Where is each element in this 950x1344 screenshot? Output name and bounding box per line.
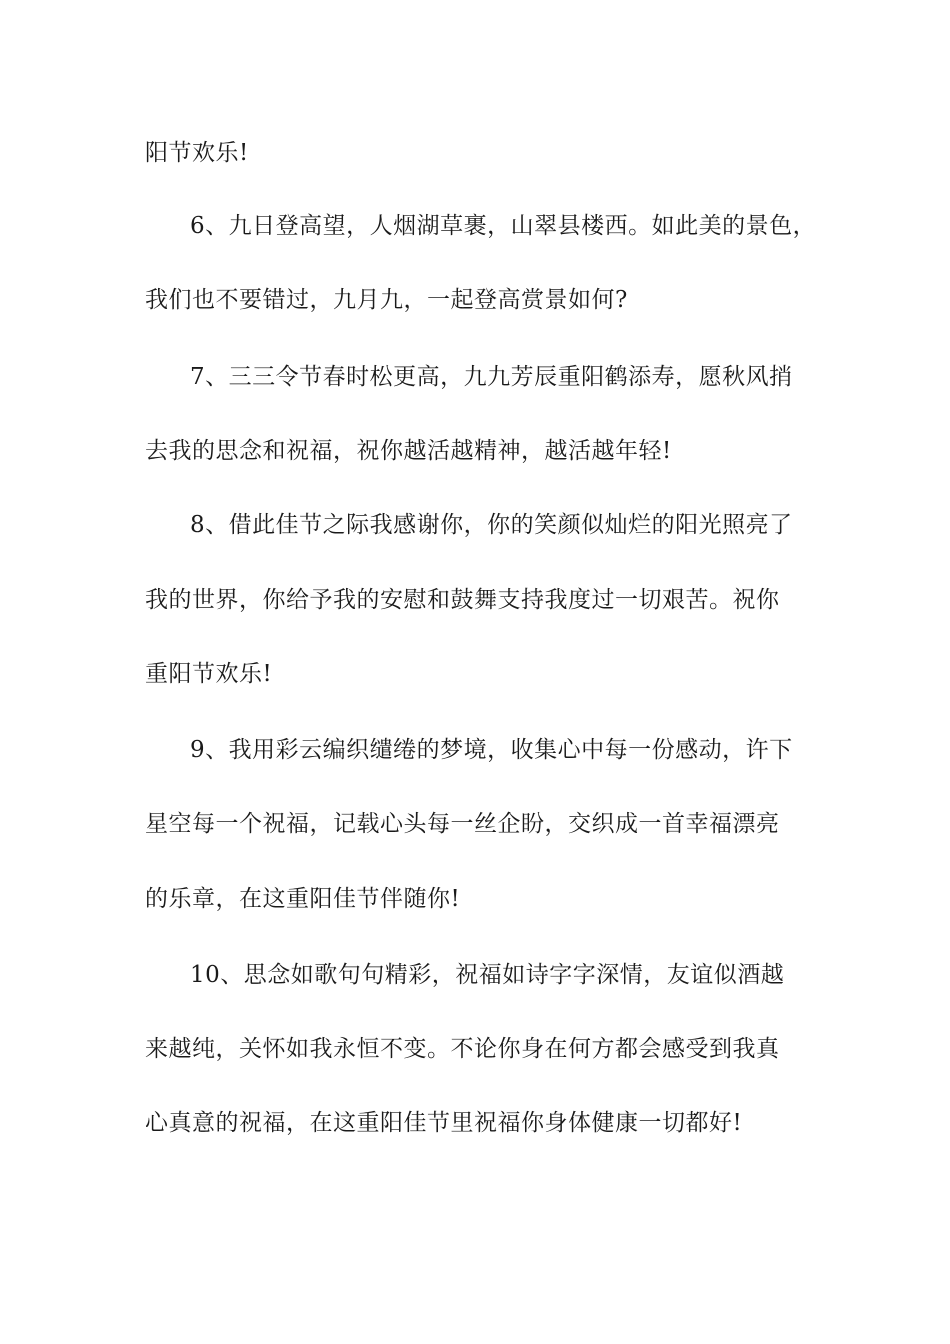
item-9-line-1: 9、我用彩云编织缱绻的梦境，收集心中每一份感动，许下 xyxy=(190,737,793,763)
item-10-line-3: 心真意的祝福，在这重阳佳节里祝福你身体健康一切都好! xyxy=(145,1110,743,1136)
item-7-line-1: 7、三三令节春时松更高，九九芳辰重阳鹤添寿，愿秋风捎 xyxy=(190,364,793,390)
item-8-line-3: 重阳节欢乐! xyxy=(145,661,273,687)
item-9-line-2: 星空每一个祝福，记载心头每一丝企盼，交织成一首幸福漂亮 xyxy=(145,811,780,837)
item-6-line-2: 我们也不要错过，九月九，一起登高赏景如何? xyxy=(145,287,628,313)
item-10-line-1: 10、思念如歌句句精彩，祝福如诗字字深情，友谊似酒越 xyxy=(190,962,785,988)
item-7-line-2: 去我的思念和祝福，祝你越活越精神，越活越年轻! xyxy=(145,438,672,464)
item-10-line-2: 来越纯，关怀如我永恒不变。不论你身在何方都会感受到我真 xyxy=(145,1036,780,1062)
item-8-line-2: 我的世界，你给予我的安慰和鼓舞支持我度过一切艰苦。祝你 xyxy=(145,587,780,613)
text-line: 阳节欢乐! xyxy=(145,140,249,166)
item-6-line-1: 6、九日登高望，人烟湖草裹，山翠县楼西。如此美的景色， xyxy=(190,213,817,239)
item-9-line-3: 的乐章，在这重阳佳节伴随你! xyxy=(145,886,461,912)
item-8-line-1: 8、借此佳节之际我感谢你，你的笑颜似灿烂的阳光照亮了 xyxy=(190,512,793,538)
